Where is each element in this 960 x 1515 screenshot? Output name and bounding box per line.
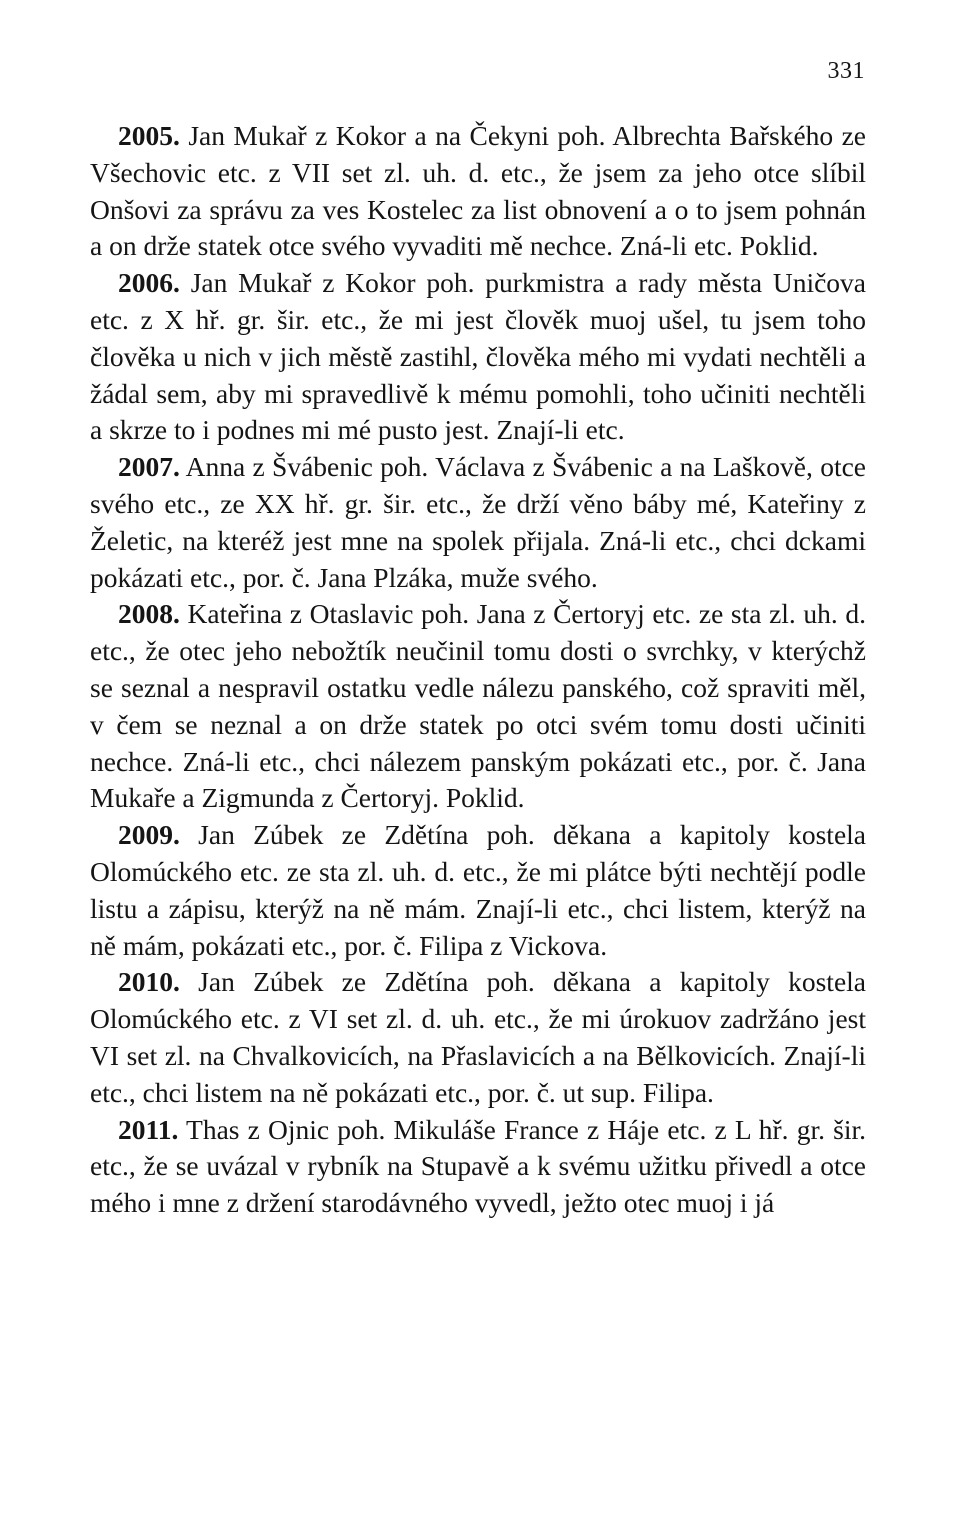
entry-2011 — [90, 1112, 866, 1222]
entry-2007 — [90, 449, 866, 596]
entry-text: Jan Zúbek ze Zdětína poh. děkana a kapitoly kostela Olomúckého etc. ze sta zl. uh. d. etc., že mi plátce býti nechtějí podle listu a zápisu, kterýž na ně mám. Znají-li etc., chci listem, kterýž na ně mám, pokázati etc., por. č. Filipa z Vickova. — [90, 819, 866, 961]
entry-number: 2009. — [118, 819, 180, 851]
page-number: 331 — [827, 58, 865, 84]
entry-2005 — [90, 118, 866, 265]
entry-number: 2007. — [118, 451, 180, 483]
entry-2008 — [90, 596, 866, 817]
entry-text: Jan Mukař z Kokor poh. purkmistra a rady města Uničova etc. z X hř. gr. šir. etc., že mi jest člověk muoj ušel, tu jsem toho člověka u nich v jich městě zastihl, člověka mého mi vydati nechtěli a žádal sem, aby mi spravedlivě k mému pomohli, toho učiniti nechtěli a skrze to i podnes mi mé pusto jest. Znají-li etc. — [90, 267, 867, 446]
entry-2006 — [90, 265, 866, 449]
entry-number: 2008. — [118, 598, 180, 630]
entry-text: Jan Zúbek ze Zdětína poh. děkana a kapitoly kostela Olomúckého etc. z VI set zl. d. uh. etc., že mi úrokuov zadržáno jest VI set zl. na Chvalkovicích, na Přaslavicích a na Bělkovicích. Znají-li etc., chci listem na ně pokázati etc., por. č. ut sup. Filipa. — [90, 966, 866, 1108]
entry-number: 2011. — [118, 1113, 179, 1145]
entry-text: Anna z Švábenic poh. Václava z Švábenic a na Laškově, otce svého etc., ze XX hř. gr. šir. etc., že drží věno báby mé, Kateřiny z Želetic, na kteréž jest mne na spolek přijala. Zná-li etc., chci dckami pokázati etc., por. č. Jana Plzáka, muže svého. — [90, 451, 866, 593]
entry-number: 2005. — [118, 120, 180, 151]
document-text — [90, 118, 866, 1222]
entry-text: Kateřina z Otaslavic poh. Jana z Čertoryj etc. ze sta zl. uh. d. etc., že otec jeho nebožtík neučinil tomu dosti o svrchky, v kterýchž se seznal a nespravil ostatku vedle nálezu panského, což spraviti měl, v čem se neznal a on drže statek po otci svém tomu dosti učiniti nechce. Zná-li etc., chci nálezem panským pokázati etc., por. č. Jana Mukaře a Zigmunda z Čertoryj. Poklid. — [90, 598, 867, 814]
entry-text: Jan Mukař z Kokor a na Čekyni poh. Albrechta Bařského ze Všechovic etc. z VII set zl. uh. d. etc., že jsem za jeho otce slíbil Onšovi za správu za ves Kostelec za list obnovení a o to jsem pohnán a on drže statek otce svého vyvaditi mě nechce. Zná-li etc. Poklid. — [90, 120, 866, 262]
entry-number: 2010. — [118, 966, 180, 998]
entry-number: 2006. — [118, 267, 180, 299]
entry-2010 — [90, 964, 866, 1111]
entry-text: Thas z Ojnic poh. Mikuláše France z Háje etc. z L hř. gr. šir. etc., že se uvázal v rybník na Stupavě a k svému užitku přivedl a otce mého i mne z držení starodávného vyvedl, ježto otec muoj i já — [90, 1113, 866, 1219]
entry-2009 — [90, 817, 866, 964]
